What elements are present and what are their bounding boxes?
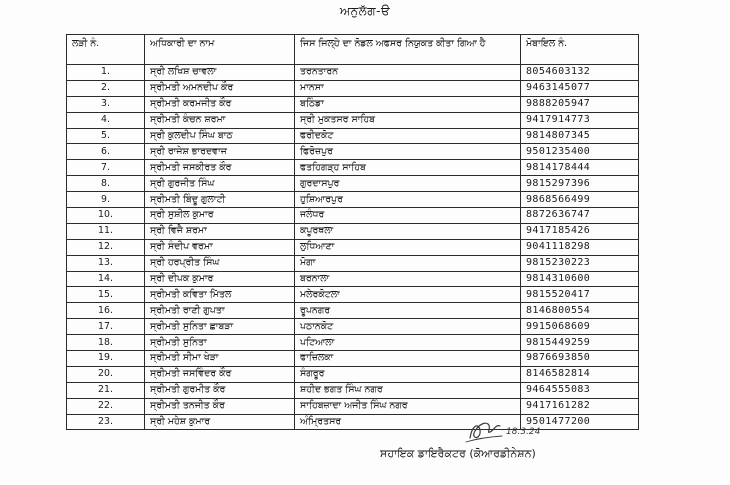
mobile-cell: 9815230223	[521, 255, 639, 271]
signature-date: 18.3.24	[506, 427, 541, 437]
district-cell: ਪਟਿਆਲਾ	[295, 335, 521, 351]
mobile-cell: 9888205947	[521, 96, 639, 112]
table-row	[67, 239, 639, 255]
designation-footer: ਸਹਾਇਕ ਡਾਇਰੈਕਟਰ (ਕੋਆਰਡੀਨੇਸ਼ਨ)	[380, 447, 536, 460]
mobile-cell: 9915068609	[521, 319, 639, 335]
officer-name-cell: ਸ੍ਰੀ ਰਾਜੇਸ਼ ਭਾਰਦਵਾਜ	[145, 144, 295, 160]
mobile-cell: 8872636747	[521, 208, 639, 224]
serial-cell: 10.	[67, 208, 145, 224]
officer-name-cell: ਸ੍ਰੀ ਲਖਿਸ਼ ਚਾਵਲਾ	[145, 65, 295, 81]
mobile-cell: 9815449259	[521, 335, 639, 351]
officer-name-cell: ਸ੍ਰੀਮਤੀ ਕੰਚਨ ਸ਼ਰਮਾ	[145, 112, 295, 128]
header-district: ਜਿਸ ਜਿਲ੍ਹੇ ਦਾ ਨੋਡਲ ਅਫਸਰ ਨਿਯੁਕਤ ਕੀਤਾ ਗਿਆ ਹੈ	[295, 35, 521, 65]
district-cell: ਅੰਮ੍ਰਿਤਸਰ	[295, 414, 521, 430]
district-cell: ਫਤਹਿਗੜ੍ਹ ਸਾਹਿਬ	[295, 160, 521, 176]
table-row	[67, 65, 639, 81]
serial-cell: 9.	[67, 192, 145, 208]
mobile-cell: 9815520417	[521, 287, 639, 303]
officer-name-cell: ਸ੍ਰੀਮਤੀ ਤਨਜੀਤ ਕੌਰ	[145, 398, 295, 414]
mobile-cell: 9464555083	[521, 382, 639, 398]
officer-name-cell: ਸ੍ਰੀਮਤੀ ਸੁਨਿਤਾ	[145, 335, 295, 351]
officer-name-cell: ਸ੍ਰੀ ਮਹੇਸ਼ ਕੁਮਾਰ	[145, 414, 295, 430]
header-officer-name: ਅਧਿਕਾਰੀ ਦਾ ਨਾਮ	[145, 35, 295, 65]
annexure-heading: ਅਨੁਲੱਗ-ੳ	[339, 4, 391, 18]
mobile-cell: 9417185426	[521, 223, 639, 239]
serial-cell: 14.	[67, 271, 145, 287]
district-cell: ਬਠਿੰਡਾ	[295, 96, 521, 112]
district-cell: ਜਲੰਧਰ	[295, 208, 521, 224]
serial-cell: 18.	[67, 335, 145, 351]
mobile-cell: 9501235400	[521, 144, 639, 160]
table-row	[67, 96, 639, 112]
table-row	[67, 160, 639, 176]
district-cell: ਫਾਜ਼ਿਲਕਾ	[295, 351, 521, 367]
serial-cell: 21.	[67, 382, 145, 398]
serial-cell: 2.	[67, 80, 145, 96]
serial-cell: 11.	[67, 223, 145, 239]
mobile-cell: 9876693850	[521, 351, 639, 367]
serial-cell: 19.	[67, 351, 145, 367]
officer-name-cell: ਸ੍ਰੀ ਕੁਲਦੀਪ ਸਿੰਘ ਬਾਠ	[145, 128, 295, 144]
serial-cell: 4.	[67, 112, 145, 128]
table-row	[67, 223, 639, 239]
serial-cell: 6.	[67, 144, 145, 160]
table-row	[67, 335, 639, 351]
nodal-officer-table	[66, 34, 639, 430]
mobile-cell: 9463145077	[521, 80, 639, 96]
serial-cell: 15.	[67, 287, 145, 303]
serial-cell: 12.	[67, 239, 145, 255]
district-cell: ਬਰਨਾਲਾ	[295, 271, 521, 287]
serial-cell: 23.	[67, 414, 145, 430]
district-cell: ਸੰਗਰੂਰ	[295, 366, 521, 382]
officer-name-cell: ਸ੍ਰੀ ਵਿਜੈ ਸ਼ਰਮਾ	[145, 223, 295, 239]
serial-cell: 1.	[67, 65, 145, 81]
officer-name-cell: ਸ੍ਰੀ ਗੁਰਜੀਤ ਸਿੰਘ	[145, 176, 295, 192]
serial-cell: 17.	[67, 319, 145, 335]
header-mobile: ਮੋਬਾਇਲ ਨੰ.	[521, 35, 639, 65]
district-cell: ਗੁਰਦਾਸਪੁਰ	[295, 176, 521, 192]
district-cell: ਤਰਨਤਾਰਨ	[295, 65, 521, 81]
table-row	[67, 112, 639, 128]
serial-cell: 5.	[67, 128, 145, 144]
table-row	[67, 351, 639, 367]
district-cell: ਲੁਧਿਆਣਾ	[295, 239, 521, 255]
district-cell: ਹੁਸ਼ਿਆਰਪੁਰ	[295, 192, 521, 208]
officer-name-cell: ਸ੍ਰੀ ਸੰਦੀਪ ਵਰਮਾ	[145, 239, 295, 255]
district-cell: ਰੂਪਨਗਰ	[295, 303, 521, 319]
district-cell: ਕਪੂਰਥਲਾ	[295, 223, 521, 239]
mobile-cell: 8146800554	[521, 303, 639, 319]
table-row	[67, 382, 639, 398]
officer-name-cell: ਸ੍ਰੀਮਤੀ ਸੁਨਿਤਾ ਛਾਬੜਾ	[145, 319, 295, 335]
handwritten-signature	[462, 412, 572, 446]
district-cell: ਸ਼ਹੀਦ ਭਗਤ ਸਿੰਘ ਨਗਰ	[295, 382, 521, 398]
mobile-cell: 9417914773	[521, 112, 639, 128]
district-cell: ਮਾਨਸਾ	[295, 80, 521, 96]
table-row	[67, 255, 639, 271]
mobile-cell: 9868566499	[521, 192, 639, 208]
table-row	[67, 208, 639, 224]
serial-cell: 16.	[67, 303, 145, 319]
serial-cell: 20.	[67, 366, 145, 382]
officer-name-cell: ਸ੍ਰੀਮਤੀ ਸੀਮਾ ਖੇੜਾ	[145, 351, 295, 367]
mobile-cell: 9814807345	[521, 128, 639, 144]
table-row	[67, 80, 639, 96]
serial-cell: 8.	[67, 176, 145, 192]
district-cell: ਮਲੇਰਕੋਟਲਾ	[295, 287, 521, 303]
table-row	[67, 192, 639, 208]
officer-name-cell: ਸ੍ਰੀਮਤੀ ਰਾਣੀ ਗੁਪਤਾ	[145, 303, 295, 319]
table-row	[67, 176, 639, 192]
table-body	[67, 65, 639, 430]
district-cell: ਮੋਗਾ	[295, 255, 521, 271]
officer-name-cell: ਸ੍ਰੀ ਹਰਪ੍ਰੀਤ ਸਿੰਘ	[145, 255, 295, 271]
table-row	[67, 319, 639, 335]
district-cell: ਪਠਾਨਕੋਟ	[295, 319, 521, 335]
officer-name-cell: ਸ੍ਰੀ ਸੁਸ਼ੀਲ ਕੁਮਾਰ	[145, 208, 295, 224]
table-row	[67, 303, 639, 319]
mobile-cell: 9417161282	[521, 398, 639, 414]
table-row	[67, 128, 639, 144]
table-row	[67, 144, 639, 160]
table-row	[67, 287, 639, 303]
officer-name-cell: ਸ੍ਰੀਮਤੀ ਕਰਮਜੀਤ ਕੌਰ	[145, 96, 295, 112]
header-serial: ਲੜੀ ਨੰ.	[67, 35, 145, 65]
officer-name-cell: ਸ੍ਰੀਮਤੀ ਜਸਕੀਰਤ ਕੌਰ	[145, 160, 295, 176]
mobile-cell: 8146582814	[521, 366, 639, 382]
table-row	[67, 366, 639, 382]
mobile-cell: 9041118298	[521, 239, 639, 255]
officer-name-cell: ਸ੍ਰੀਮਤੀ ਅਮਨਦੀਪ ਕੌਰ	[145, 80, 295, 96]
officer-name-cell: ਸ੍ਰੀਮਤੀ ਜਸਵਿੰਦਰ ਕੌਰ	[145, 366, 295, 382]
officer-name-cell: ਸ੍ਰੀਮਤੀ ਕਵਿਤਾ ਮਿੱਤਲ	[145, 287, 295, 303]
district-cell: ਸਾਹਿਬਜ਼ਾਦਾ ਅਜੀਤ ਸਿੰਘ ਨਗਰ	[295, 398, 521, 414]
mobile-cell: 9814178444	[521, 160, 639, 176]
table-header	[67, 35, 639, 65]
officer-name-cell: ਸ੍ਰੀਮਤੀ ਬਿੰਦੂ ਗੁਲਾਟੀ	[145, 192, 295, 208]
serial-cell: 7.	[67, 160, 145, 176]
serial-cell: 13.	[67, 255, 145, 271]
mobile-cell: 8054603132	[521, 65, 639, 81]
mobile-cell: 9815297396	[521, 176, 639, 192]
mobile-cell: 9501477200	[521, 414, 639, 430]
serial-cell: 3.	[67, 96, 145, 112]
mobile-cell: 9814310600	[521, 271, 639, 287]
officer-name-cell: ਸ੍ਰੀ ਦੀਪਕ ਕੁਮਾਰ	[145, 271, 295, 287]
district-cell: ਫਰੀਦਕੋਟ	[295, 128, 521, 144]
officer-name-cell: ਸ੍ਰੀਮਤੀ ਗੁਰਮੀਤ ਕੌਰ	[145, 382, 295, 398]
district-cell: ਸ੍ਰੀ ਮੁਕਤਸਰ ਸਾਹਿਬ	[295, 112, 521, 128]
district-cell: ਫਿਰੋਜ਼ਪੁਰ	[295, 144, 521, 160]
table-row	[67, 271, 639, 287]
serial-cell: 22.	[67, 398, 145, 414]
